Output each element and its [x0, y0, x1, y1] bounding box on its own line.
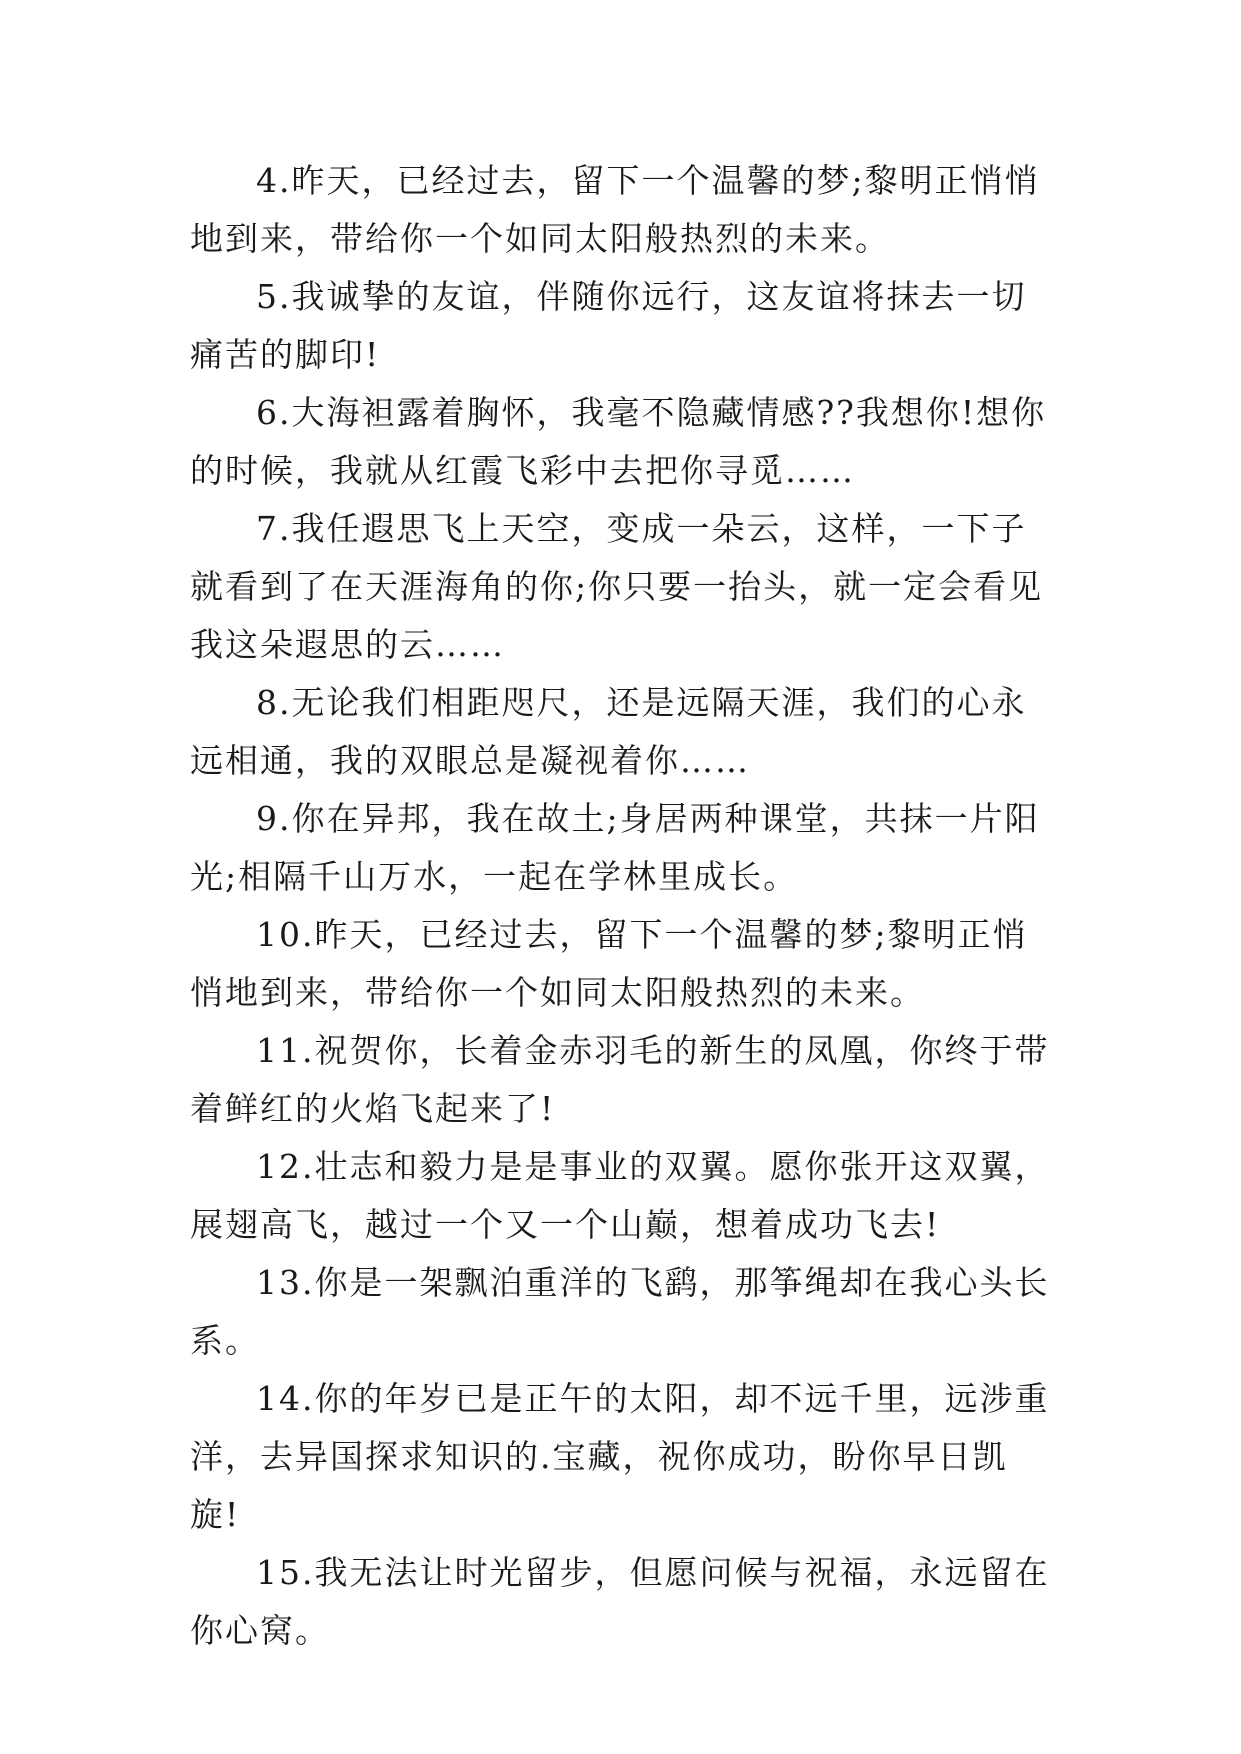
paragraph-13: 13.你是一架飘泊重洋的飞鹞，那筝绳却在我心头长系。 [190, 1263, 1050, 1360]
paragraph-10: 10.昨天，已经过去，留下一个温馨的梦;黎明正悄悄地到来，带给你一个如同太阳般热烈的未来。 [190, 915, 1028, 1012]
paragraph-11: 11.祝贺你，长着金赤羽毛的新生的凤凰，你终于带着鲜红的火焰飞起来了! [190, 1031, 1050, 1128]
paragraph-7: 7.我任遐思飞上天空，变成一朵云，这样，一下子就看到了在天涯海角的你;你只要一抬头，就一定会看见我这朵遐思的云…… [190, 509, 1044, 664]
paragraph-14: 14.你的年岁已是正午的太阳，却不远千里，远涉重洋，去异国探求知识的.宝藏，祝你成功，盼你早日凯旋! [190, 1379, 1050, 1534]
paragraph-9: 9.你在异邦，我在故土;身居两种课堂，共抹一片阳光;相隔千山万水，一起在学林里成长。 [190, 799, 1040, 896]
document-body [190, 152, 1052, 1660]
paragraph-12: 12.壮志和毅力是是事业的双翼。愿你张开这双翼，展翅高飞，越过一个又一个山巅，想着成功飞去! [190, 1147, 1050, 1244]
paragraph-4: 4.昨天，已经过去，留下一个温馨的梦;黎明正悄悄地到来，带给你一个如同太阳般热烈的未来。 [190, 161, 1040, 258]
paragraph-5: 5.我诚挚的友谊，伴随你远行，这友谊将抹去一切痛苦的脚印! [190, 277, 1027, 374]
paragraph-8: 8.无论我们相距咫尺，还是远隔天涯，我们的心永远相通，我的双眼总是凝视着你…… [190, 683, 1027, 780]
paragraph-6: 6.大海袒露着胸怀，我毫不隐藏情感??我想你!想你的时候，我就从红霞飞彩中去把你寻觅…… [190, 393, 1047, 490]
paragraph-15: 15.我无法让时光留步，但愿问候与祝福，永远留在你心窝。 [190, 1553, 1050, 1650]
